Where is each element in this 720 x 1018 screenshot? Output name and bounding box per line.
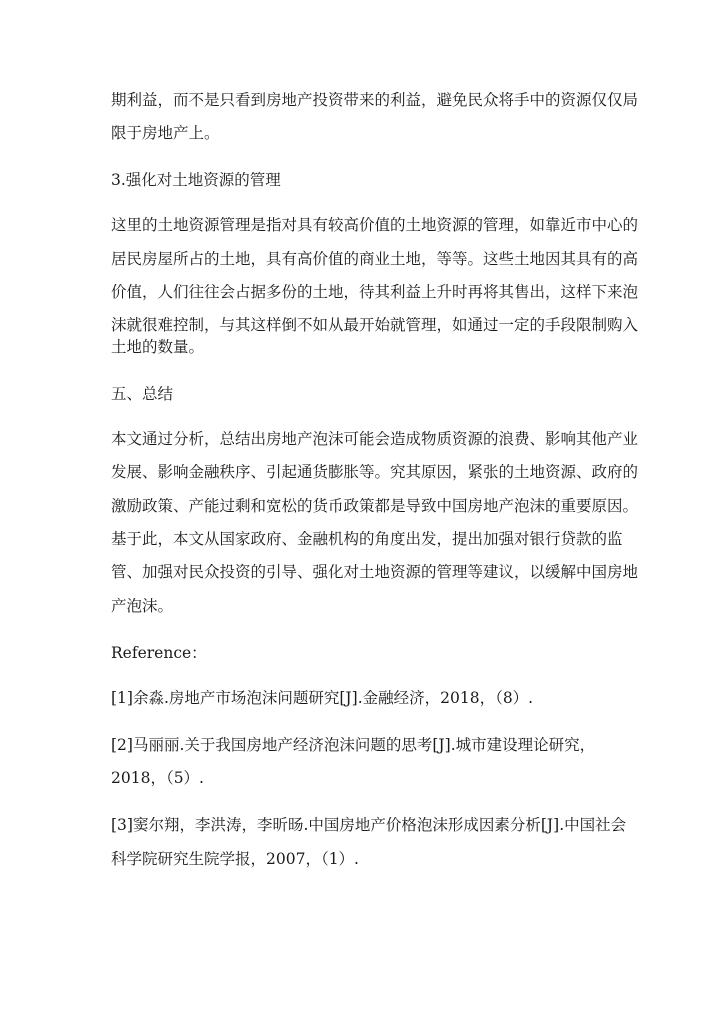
paragraph-line: 本文通过分析，总结出房地产泡沫可能会造成物质资源的浪费、影响其他产业 <box>111 430 639 448</box>
section-heading: 3.强化对土地资源的管理 <box>111 171 281 189</box>
paragraph-line: 土地的数量。 <box>111 338 205 356</box>
paragraph-line: 沫就很难控制，与其这样倒不如从最开始就管理，如通过一定的手段限制购入 <box>111 316 639 334</box>
section-heading: 五、总结 <box>111 385 174 403</box>
paragraph-line: 激励政策、产能过剩和宽松的货币政策都是导致中国房地产泡沫的重要原因。 <box>111 497 639 515</box>
reference-item: 2018，（5）. <box>111 769 204 787</box>
paragraph-line: 限于房地产上。 <box>111 124 220 142</box>
paragraph-line: 价值，人们往往会占据多份的土地，待其利益上升时再将其售出，这样下来泡 <box>111 283 639 301</box>
references-heading: Reference： <box>111 644 207 662</box>
paragraph-line: 管、加强对民众投资的引导、强化对土地资源的管理等建议，以缓解中国房地 <box>111 563 639 581</box>
paragraph-line: 基于此，本文从国家政府、金融机构的角度出发，提出加强对银行贷款的监 <box>111 530 623 548</box>
paragraph-line: 产泡沫。 <box>111 597 174 615</box>
paragraph-line: 发展、影响金融秩序、引起通货膨胀等。究其原因，紧张的土地资源、政府的 <box>111 463 639 481</box>
paragraph-line: 居民房屋所占的土地，具有高价值的商业土地，等等。这些土地因其具有的高 <box>111 250 639 268</box>
paragraph-line: 这里的土地资源管理是指对具有较高价值的土地资源的管理，如靠近市中心的 <box>111 216 639 234</box>
reference-item: [1]余淼.房地产市场泡沫问题研究[J].金融经济，2018，（8）. <box>111 689 534 707</box>
reference-item: 科学院研究生院学报，2007，（1）. <box>111 850 359 868</box>
paragraph-line: 期利益，而不是只看到房地产投资带来的利益，避免民众将手中的资源仅仅局 <box>111 91 639 109</box>
reference-item: [2]马丽丽.关于我国房地产经济泡沫问题的思考[J].城市建设理论研究， <box>111 736 596 754</box>
reference-item: [3]窦尔翔，李洪涛，李昕旸.中国房地产价格泡沫形成因素分析[J].中国社会 <box>111 816 627 834</box>
